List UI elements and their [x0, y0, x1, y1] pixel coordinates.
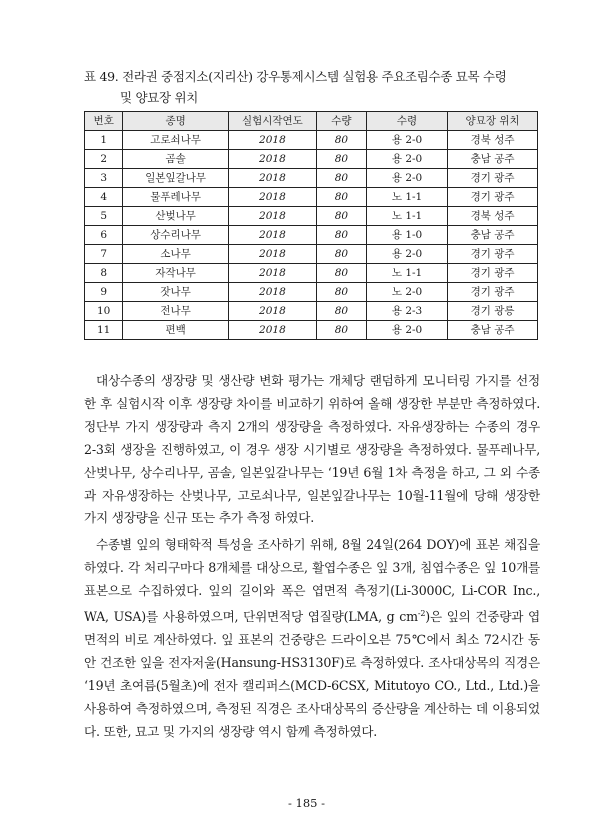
table-row [85, 321, 538, 340]
cell-age: 용 2-3 [366, 302, 447, 321]
caption-line-1: 표 49. 전라권 중점지소(지리산) 강우통제시스템 실험용 주요조림수종 묘목 수령 [84, 69, 507, 84]
cell-species: 고로쇠나무 [123, 131, 228, 150]
cell-start-year: 2018 [228, 207, 316, 226]
paragraph-1: 대상수종의 생장량 및 생산량 변화 평가는 개체당 랜덤하게 모니터링 가지를 선정 한 후 실험시작 이후 생장량 차이를 비교하기 위하여 올해 생장한 부분만 측정하였다. 정단부 가지 생장량과 측지 2개의 생장량을 측정하였다. 자유생장하는 수종의 경우 2-3회 생장을 진행하였고, 이 경우 생장 시기별로 생장량을 측정하였다. 물푸레나무, 산벚나무, 상수리나무, 곰솔, 일본잎갈나무는 ‘19년 6월 1차 측정을 하고, 그 외 수종과 자유생장하는 산벚나무, 고로쇠나무, 일본잎갈나무는 10월-11월에 당해 생장한 가지 생장량을 신규 또는 추가 측정 하였다. [84, 373, 540, 526]
cell-nursery: 경북 성주 [448, 207, 538, 226]
cell-quantity: 80 [316, 283, 366, 302]
col-header-species: 종명 [123, 112, 228, 131]
col-header-age: 수령 [366, 112, 447, 131]
cell-species: 편백 [123, 321, 228, 340]
cell-quantity: 80 [316, 169, 366, 188]
cell-nursery: 경기 광주 [448, 283, 538, 302]
cell-start-year: 2018 [228, 226, 316, 245]
cell-nursery: 충남 공주 [448, 150, 538, 169]
cell-species: 물푸레나무 [123, 188, 228, 207]
table-row [85, 207, 538, 226]
cell-start-year: 2018 [228, 150, 316, 169]
cell-quantity: 80 [316, 188, 366, 207]
table-row [85, 245, 538, 264]
table-row [85, 283, 538, 302]
cell-nursery: 경기 광주 [448, 169, 538, 188]
table-row [85, 131, 538, 150]
cell-number: 11 [85, 321, 123, 340]
cell-species: 곰솔 [123, 150, 228, 169]
cell-start-year: 2018 [228, 131, 316, 150]
col-header-start-year: 실험시작연도 [228, 112, 316, 131]
cell-number: 5 [85, 207, 123, 226]
cell-species: 상수리나무 [123, 226, 228, 245]
cell-species: 일본잎갈나무 [123, 169, 228, 188]
table-row [85, 226, 538, 245]
paragraph-2-superscript: -2 [417, 609, 426, 619]
cell-start-year: 2018 [228, 188, 316, 207]
table-caption [84, 66, 544, 108]
cell-age: 노 1-1 [366, 264, 447, 283]
cell-species: 산벚나무 [123, 207, 228, 226]
cell-number: 4 [85, 188, 123, 207]
cell-start-year: 2018 [228, 283, 316, 302]
cell-quantity: 80 [316, 321, 366, 340]
cell-nursery: 충남 공주 [448, 226, 538, 245]
cell-age: 용 2-0 [366, 131, 447, 150]
cell-number: 6 [85, 226, 123, 245]
cell-number: 8 [85, 264, 123, 283]
cell-species: 전나무 [123, 302, 228, 321]
cell-age: 노 1-1 [366, 188, 447, 207]
cell-start-year: 2018 [228, 321, 316, 340]
table-row [85, 264, 538, 283]
cell-number: 1 [85, 131, 123, 150]
paragraph-2-part-a: 수종별 잎의 형태학적 특성을 조사하기 위해, 8월 24일(264 DOY)에 표본 채집을 하였다. 각 처리구마다 8개체를 대상으로, 활엽수종은 잎 3개, 침엽수종은 잎 10개를 표본으로 수집하였다. 잎의 길이와 폭은 엽면적 측정기(Li-3000C, Li-COR Inc., WA, USA)를 사용하였으며, 단위면적당 엽질량(LMA, g cm [84, 537, 540, 625]
cell-number: 7 [85, 245, 123, 264]
cell-quantity: 80 [316, 131, 366, 150]
col-header-quantity: 수량 [316, 112, 366, 131]
cell-age: 용 2-0 [366, 245, 447, 264]
cell-nursery: 경기 광주 [448, 188, 538, 207]
cell-age: 용 2-0 [366, 169, 447, 188]
cell-quantity: 80 [316, 207, 366, 226]
cell-age: 용 1-0 [366, 226, 447, 245]
body-text [84, 370, 540, 748]
caption-line-2: 및 양묘장 위치 [120, 90, 198, 105]
cell-quantity: 80 [316, 226, 366, 245]
table-row [85, 150, 538, 169]
table-row [85, 302, 538, 321]
cell-nursery: 경기 광주 [448, 245, 538, 264]
cell-nursery: 경기 광주 [448, 264, 538, 283]
paragraph-2 [84, 534, 540, 743]
cell-quantity: 80 [316, 302, 366, 321]
cell-species: 자작나무 [123, 264, 228, 283]
cell-start-year: 2018 [228, 245, 316, 264]
paragraph-2-part-b: )은 잎의 건중량과 엽면적의 비로 계산하였다. 잎 표본의 건중량은 드라이오븐 75℃에서 최소 72시간 동안 건조한 잎을 전자저울(Hansung-HS3130F)로 측정하였다. 조사대상목의 직경은 ‘19년 초여름(5월초)에 전자 캘리퍼스(MCD-6CSX, Mitutoyo CO., Ltd., Ltd.)을 사용하여 측정하였으며, 측정된 직경은 조사대상목의 증산량을 계산하는 데 이용되었다. 또한, 묘고 및 가지의 생장량 역시 함께 측정하였다. [84, 609, 540, 739]
cell-quantity: 80 [316, 150, 366, 169]
cell-nursery: 경북 성주 [448, 131, 538, 150]
cell-age: 용 2-0 [366, 321, 447, 340]
cell-age: 용 2-0 [366, 150, 447, 169]
cell-species: 잣나무 [123, 283, 228, 302]
cell-species: 소나무 [123, 245, 228, 264]
table-header-row [85, 112, 538, 131]
cell-number: 3 [85, 169, 123, 188]
page-number: - 185 - [287, 796, 326, 810]
cell-number: 10 [85, 302, 123, 321]
cell-age: 노 2-0 [366, 283, 447, 302]
cell-number: 2 [85, 150, 123, 169]
cell-start-year: 2018 [228, 264, 316, 283]
col-header-number: 번호 [85, 112, 123, 131]
cell-start-year: 2018 [228, 302, 316, 321]
cell-age: 노 1-1 [366, 207, 447, 226]
table-row [85, 169, 538, 188]
cell-quantity: 80 [316, 245, 366, 264]
cell-quantity: 80 [316, 264, 366, 283]
col-header-nursery: 양묘장 위치 [448, 112, 538, 131]
seedling-table [84, 111, 538, 340]
cell-nursery: 경기 광릉 [448, 302, 538, 321]
cell-number: 9 [85, 283, 123, 302]
cell-start-year: 2018 [228, 169, 316, 188]
cell-nursery: 충남 공주 [448, 321, 538, 340]
table-row [85, 188, 538, 207]
